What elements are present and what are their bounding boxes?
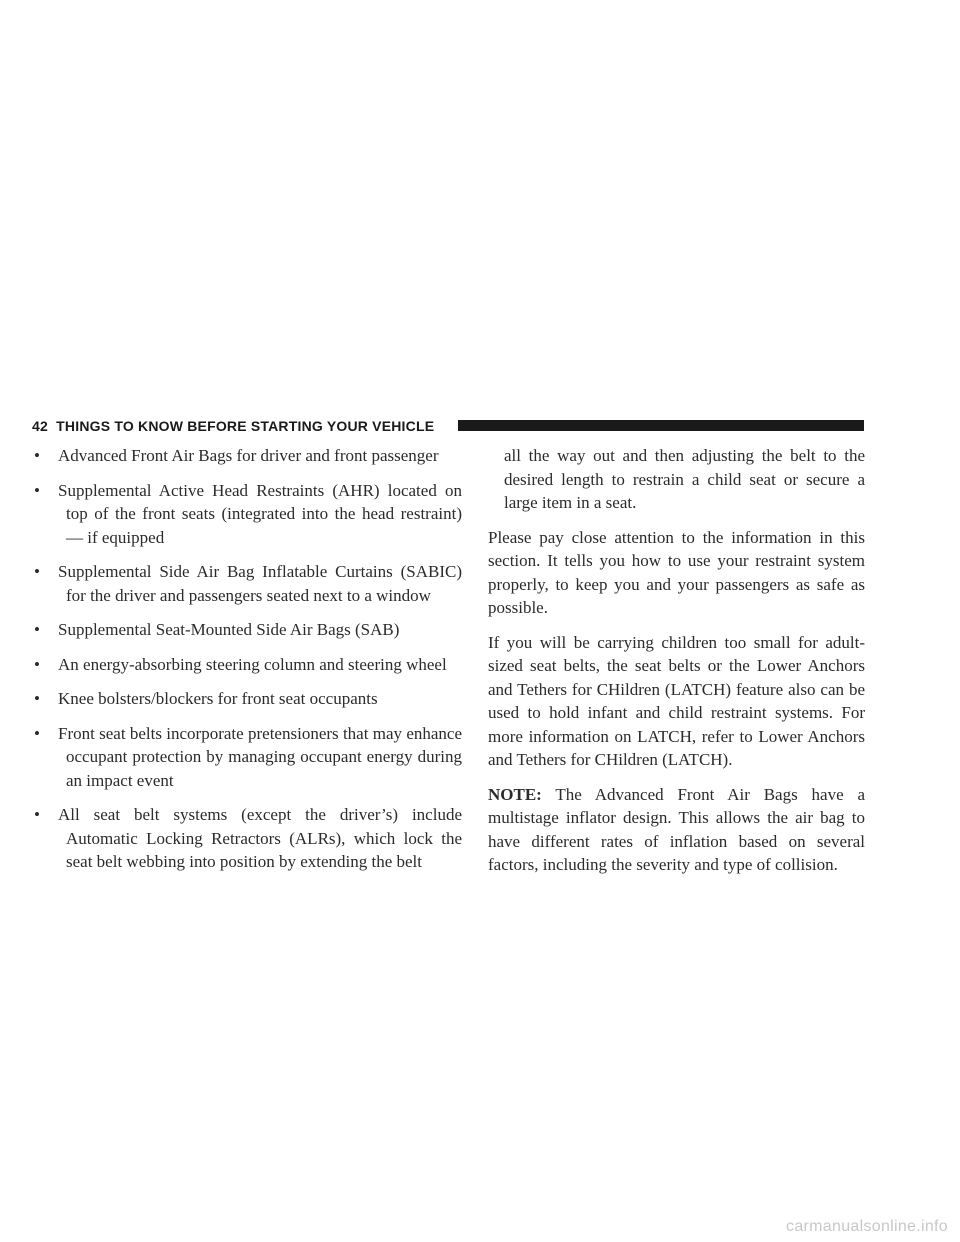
page-header <box>32 418 864 434</box>
safety-features-list <box>32 444 462 874</box>
note-paragraph <box>488 783 865 877</box>
bullet-icon: • <box>34 654 40 674</box>
right-column <box>488 444 865 888</box>
bullet-icon: • <box>34 562 40 581</box>
paragraph-attention: Please pay close attention to the information in this section. It tells you how to use your restraint system properly, to keep you and your passengers as safe as possible. <box>488 527 865 617</box>
section-title: THINGS TO KNOW BEFORE STARTING YOUR VEHICLE <box>56 418 435 434</box>
note-text: The Advanced Front Air Bags have a multistage inflator design. This allows the air bag to have different rates of inflation based on several factors, including the severity and type of collision. <box>488 784 865 874</box>
paragraph-children: If you will be carrying children too small for adult-sized seat belts, the seat belts or the Lower Anchors and Tethers for CHildren (LATCH) feature also can be used to hold infant and child restraint systems. For more information on LATCH, refer to Lower Anchors and Tethers for CHildren (LATCH). <box>488 632 865 769</box>
note-label: NOTE: <box>488 784 542 804</box>
list-item: • Supplemental Side Air Bag Inflatable Curtains (SABIC) for the driver and passengers seated next to a window <box>34 562 462 605</box>
left-column <box>32 444 462 885</box>
bullet-icon: • <box>34 480 40 500</box>
bullet-icon: • <box>34 446 40 465</box>
list-item: • Supplemental Active Head Restraints (AHR) located on top of the front seats (integrated into the head restraint) — if equipped <box>34 480 462 547</box>
list-item: • All seat belt systems (except the driver’s) include Automatic Locking Retractors (ALRs), which lock the seat belt webbing into position by extending the belt <box>34 805 462 871</box>
header-rule <box>458 420 864 431</box>
list-item: • An energy-absorbing steering column and steering wheel <box>32 653 462 677</box>
bullet-icon: • <box>34 723 40 743</box>
watermark: carmanualsonline.info <box>786 1218 948 1235</box>
list-item: • Front seat belts incorporate pretensioners that may enhance occupant protection by managing occupant energy during an impact event <box>34 723 462 790</box>
header-text <box>32 418 434 434</box>
list-item: • Supplemental Seat-Mounted Side Air Bags (SAB) <box>32 618 462 642</box>
bullet-icon: • <box>34 689 40 708</box>
page-number: 42 <box>32 418 48 434</box>
bullet-continuation: all the way out and then adjusting the belt to the desired length to restrain a child seat or secure a large item in a seat. <box>504 446 865 512</box>
bullet-icon: • <box>34 620 40 639</box>
list-item: • Knee bolsters/blockers for front seat occupants <box>32 687 462 711</box>
bullet-icon: • <box>34 805 40 824</box>
list-item: • Advanced Front Air Bags for driver and front passenger <box>32 444 462 468</box>
